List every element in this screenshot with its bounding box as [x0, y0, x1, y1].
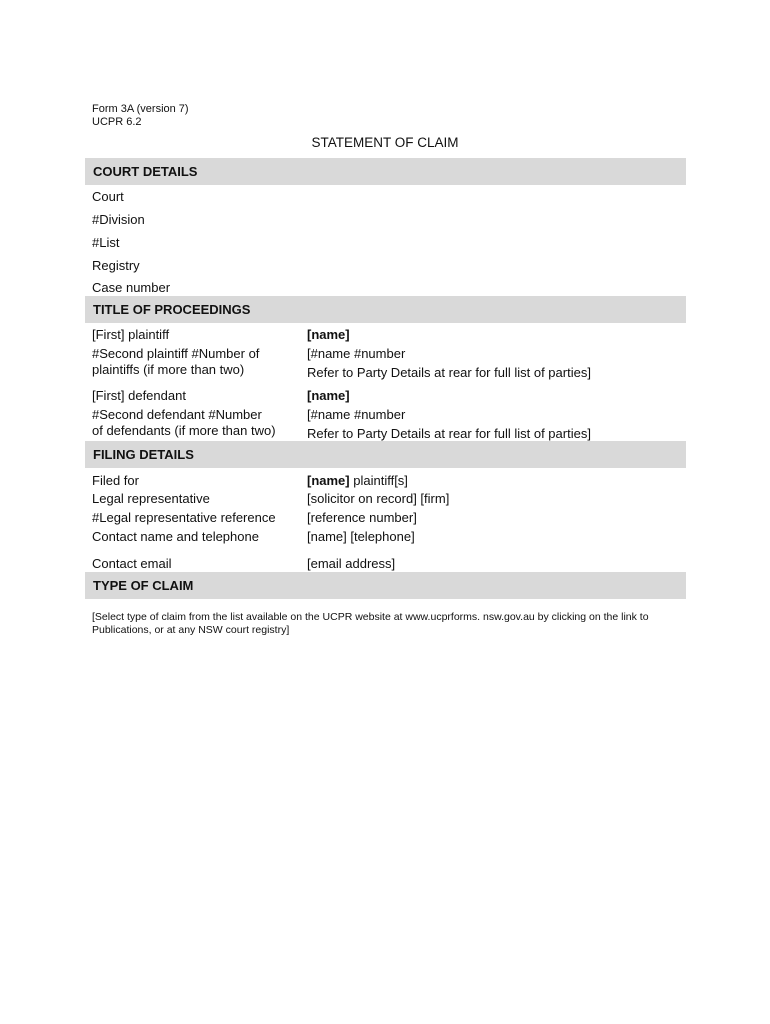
type-of-claim-heading: TYPE OF CLAIM [85, 572, 686, 599]
legal-representative-value: [solicitor on record] [firm] [307, 491, 450, 506]
title-of-proceedings-heading: TITLE OF PROCEEDINGS [85, 296, 686, 323]
filed-for-suffix: plaintiff[s] [349, 473, 408, 488]
court-field: Court [92, 189, 124, 204]
filed-for-value [307, 473, 408, 489]
second-defendant-value: [#name #number [307, 407, 406, 422]
type-of-claim-instructions: [Select type of claim from the list available on the UCPR website at www.ucprforms. nsw.gov.au by clicking on the link to Publications, or at any NSW court registry] [92, 611, 649, 636]
legal-reference-value: [reference number] [307, 510, 417, 525]
filing-details-heading: FILING DETAILS [85, 441, 686, 468]
document-title: STATEMENT OF CLAIM [311, 135, 459, 150]
filed-for-name: [name] [307, 473, 350, 488]
case-number-field: Case number [92, 280, 171, 295]
court-details-heading: COURT DETAILS [85, 158, 686, 185]
first-plaintiff-value: [name] [307, 327, 350, 342]
list-field: #List [92, 235, 120, 250]
contact-label: Contact name and telephone [92, 529, 259, 544]
defendant-party-details-note: Refer to Party Details at rear for full list of parties] [307, 426, 591, 441]
plaintiff-party-details-note: Refer to Party Details at rear for full list of parties] [307, 365, 591, 380]
form-number: Form 3A (version 7) [92, 103, 189, 115]
contact-value: [name] [telephone] [307, 529, 415, 544]
legal-representative-label: Legal representative [92, 491, 210, 506]
second-plaintiff-label-line2: plaintiffs (if more than two) [92, 362, 245, 377]
first-plaintiff-label: [First] plaintiff [92, 327, 170, 342]
filed-for-label: Filed for [92, 473, 139, 488]
contact-email-label: Contact email [92, 556, 172, 571]
first-defendant-label: [First] defendant [92, 388, 186, 403]
legal-reference-label: #Legal representative reference [92, 510, 276, 525]
second-plaintiff-value: [#name #number [307, 346, 406, 361]
second-defendant-label-line2: of defendants (if more than two) [92, 423, 276, 438]
second-defendant-label-line1: #Second defendant #Number [92, 407, 262, 422]
registry-field: Registry [92, 258, 140, 273]
second-plaintiff-label-line1: #Second plaintiff #Number of [92, 346, 260, 361]
form-rule: UCPR 6.2 [92, 116, 142, 128]
contact-email-value: [email address] [307, 556, 396, 571]
first-defendant-value: [name] [307, 388, 350, 403]
division-field: #Division [92, 212, 145, 227]
form-identifier [92, 103, 189, 129]
